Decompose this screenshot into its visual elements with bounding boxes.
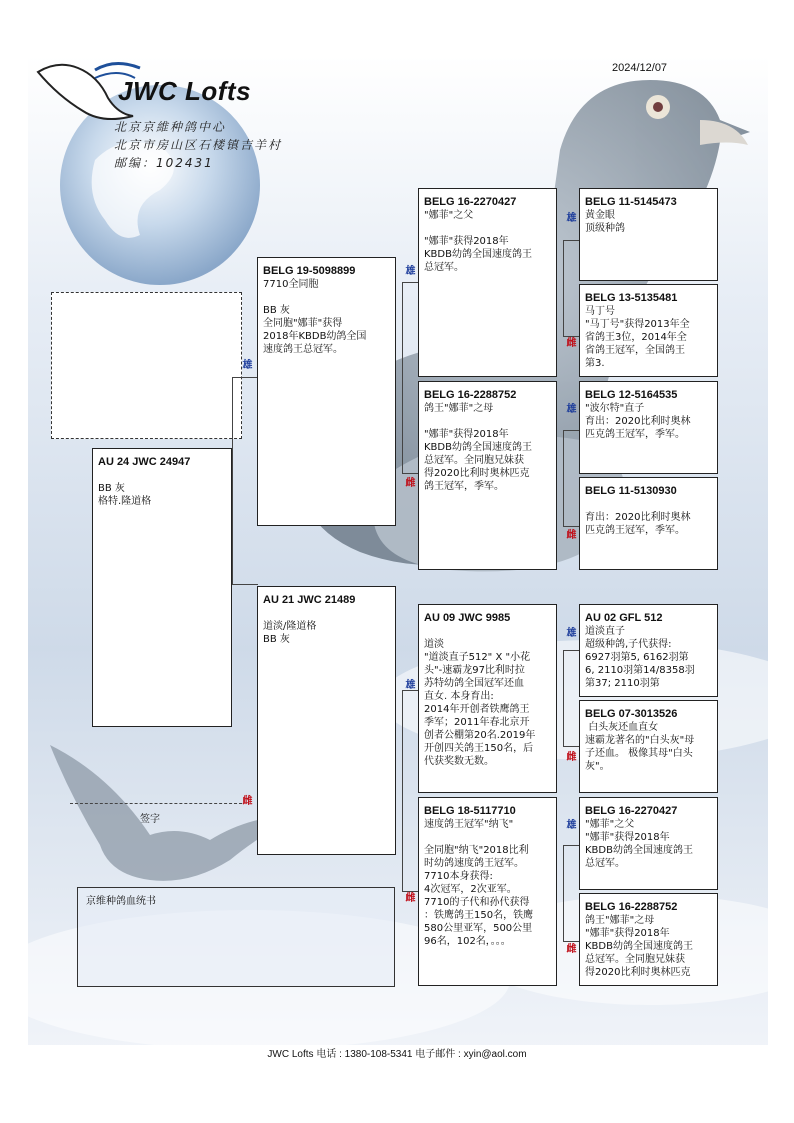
connector-gen1 <box>232 377 258 585</box>
sire-mark: 雄 <box>566 213 577 224</box>
photo-placeholder[interactable] <box>51 292 242 439</box>
pigeon-info-line: "娜菲"获得2018年 <box>585 928 670 939</box>
pigeon-info-line: 匹克鸽王冠军，季军。 <box>585 525 685 536</box>
pigeon-ring-number: BELG 18-5117710 <box>424 805 516 817</box>
address-line-3: 邮编：102431 <box>114 156 214 170</box>
document-date: 2024/12/07 <box>612 62 668 74</box>
pigeon-info-line: 创者公棚第20名.2019年 <box>424 730 536 741</box>
pigeon-ring-number: BELG 16-2270427 <box>424 196 517 208</box>
pedigree-box-dam-dam[interactable] <box>418 797 557 986</box>
pigeon-ring-number: BELG 07-3013526 <box>585 708 678 720</box>
pigeon-info-line: KBDB幼鸽全国速度鸽王 <box>424 249 532 260</box>
pigeon-info-line: 2018年KBDB幼鸽全国 <box>263 331 367 342</box>
pigeon-info-line: 速霸龙著名的"白头灰"母 <box>585 735 695 746</box>
pigeon-info-line: 第37; 2110羽第 <box>585 678 660 689</box>
pigeon-info-line: 96名，102名，。。。 <box>424 936 511 947</box>
pigeon-info-line: 子还血。 极像其母"白头 <box>585 748 693 759</box>
pigeon-info-line: BB 灰 <box>263 305 290 316</box>
footer-contact: JWC Lofts 电话 : 1380-108-5341 电子邮件 : xyin@aol.com <box>267 1049 527 1060</box>
address-line-1: 北京京維种鸽中心 <box>114 120 227 134</box>
pigeon-info-line <box>585 498 712 511</box>
pigeon-info-line: 灰"。 <box>585 761 610 772</box>
dam-mark: 雌 <box>566 338 577 349</box>
pigeon-info-line: 总冠军。 <box>585 858 625 869</box>
sire-mark: 雄 <box>405 680 416 691</box>
pigeon-info-line: 道淡/隆道格 <box>263 621 317 632</box>
pigeon-info-line: 速度鸽王总冠军。 <box>263 344 343 355</box>
notes-label: 京维种鸽血统书 <box>86 896 156 907</box>
pigeon-info-line <box>263 291 390 304</box>
pigeon-info-line: "波尔特"直子 <box>585 403 645 414</box>
pigeon-info-line: 白头灰还血直女 <box>585 722 659 733</box>
pedigree-box-subject[interactable] <box>92 448 232 727</box>
pigeon-info-line: ：铁鹰鸽王150名，铁鹰 <box>424 910 534 921</box>
connector-gen3-a <box>563 240 580 337</box>
pigeon-info-line: 鸽王"娜菲"之母 <box>424 403 494 414</box>
pigeon-info-line: 总冠军。全同胞兄妹获 <box>585 954 685 965</box>
pigeon-ring-number: BELG 16-2288752 <box>424 389 517 401</box>
pigeon-info-line: 全同胞"纳飞"2018比利 <box>424 845 529 856</box>
pigeon-info-line: 省鸽王冠军，全国鸽王 <box>585 345 685 356</box>
signature-label: 签字 <box>140 814 160 825</box>
pedigree-box-gen4-7[interactable] <box>579 797 718 890</box>
pigeon-info-line: 6, 2110羽第14/8358羽 <box>585 665 695 676</box>
pedigree-box-dam-sire[interactable] <box>418 604 557 793</box>
pigeon-info-line: BB 灰 <box>263 634 290 645</box>
pigeon-ring-number: AU 24 JWC 24947 <box>98 456 191 468</box>
pigeon-info-line: 匹克鸽王冠军，季军。 <box>585 429 685 440</box>
pigeon-info-line: 时幼鸽速度鸽王冠军。 <box>424 858 524 869</box>
dam-mark: 雌 <box>405 478 416 489</box>
pedigree-box-gen4-6[interactable] <box>579 700 718 793</box>
pigeon-info-line: 总冠军。全同胞兄妹获 <box>424 455 524 466</box>
pigeon-ring-number: BELG 11-5130930 <box>585 485 677 497</box>
pigeon-ring-number: BELG 13-5135481 <box>585 292 678 304</box>
dam-mark: 雌 <box>242 796 253 807</box>
pigeon-info-line: 省鸽王3位，2014年全 <box>585 332 687 343</box>
pigeon-info-line: 6927羽第5, 6162羽第 <box>585 652 689 663</box>
pedigree-box-gen4-5[interactable] <box>579 604 718 697</box>
pigeon-info-line: KBDB幼鸽全国速度鸽王 <box>585 941 693 952</box>
pigeon-info-line: 7710的子代和孙代获得 <box>424 897 530 908</box>
pigeon-info-line <box>98 469 226 482</box>
pigeon-info-line: 代获奖数无数。 <box>424 756 494 767</box>
pigeon-ring-number: BELG 11-5145473 <box>585 196 677 208</box>
pigeon-ring-number: AU 21 JWC 21489 <box>263 594 356 606</box>
pigeon-info-line: 得2020比利时奥林匹克 <box>424 468 530 479</box>
connector-gen3-b <box>563 430 580 527</box>
pigeon-info-line: "娜菲"获得2018年 <box>424 236 509 247</box>
pedigree-box-gen4-4[interactable] <box>579 477 718 570</box>
pedigree-box-dam[interactable] <box>257 586 396 855</box>
brand-name: JWC Lofts <box>118 76 252 106</box>
sire-mark: 雄 <box>566 628 577 639</box>
pigeon-ring-number: BELG 12-5164535 <box>585 389 678 401</box>
pigeon-ring-number: AU 02 GFL 512 <box>585 612 663 624</box>
sire-mark: 雄 <box>405 266 416 277</box>
pigeon-info-line: 道淡 <box>424 639 444 650</box>
pigeon-info-line <box>263 607 390 620</box>
pigeon-info-line: "马丁号"获得2013年全 <box>585 319 690 330</box>
pigeon-info-line: 顶级种鸽 <box>585 223 625 234</box>
pigeon-info-line: 开创四关鸽王150名，后 <box>424 743 534 754</box>
pigeon-info-line: "道淡直子512" X "小花 <box>424 652 531 663</box>
pigeon-info-line: BB 灰 <box>98 483 125 494</box>
pigeon-info-line <box>424 222 551 235</box>
pigeon-info-line: 黄金眼 <box>585 210 615 221</box>
pedigree-box-gen4-1[interactable] <box>579 188 718 281</box>
dam-mark: 雌 <box>566 530 577 541</box>
pedigree-box-gen4-8[interactable] <box>579 893 718 986</box>
pigeon-info-line: 马丁号 <box>585 306 615 317</box>
sire-mark: 雄 <box>242 360 253 371</box>
pigeon-ring-number: BELG 16-2270427 <box>585 805 678 817</box>
pigeon-ring-number: BELG 19-5098899 <box>263 265 356 277</box>
pigeon-info-line: 育出：2020比利时奥林 <box>585 416 691 427</box>
pigeon-info-line: KBDB幼鸽全国速度鸽王 <box>585 845 693 856</box>
address-line-2: 北京市房山区石楼镇吉羊村 <box>114 138 283 152</box>
pigeon-info-line: 7710全同胞 <box>263 279 319 290</box>
dam-mark: 雌 <box>566 944 577 955</box>
pigeon-info-line: 道淡直子 <box>585 626 625 637</box>
dam-mark: 雌 <box>566 752 577 763</box>
pigeon-info-line: 得2020比利时奥林匹克 <box>585 967 691 978</box>
pigeon-info-line: 鸽王"娜菲"之母 <box>585 915 655 926</box>
pigeon-info-line: 全同胞"娜菲"获得 <box>263 318 343 329</box>
pigeon-info-line: 超级种鸽,子代获得: <box>585 639 672 650</box>
pigeon-ring-number: BELG 16-2288752 <box>585 901 678 913</box>
pigeon-ring-number: AU 09 JWC 9985 <box>424 612 511 624</box>
pigeon-info-line: "娜菲"获得2018年 <box>424 429 509 440</box>
connector-gen3-d <box>563 845 580 942</box>
pigeon-info-line <box>424 415 551 428</box>
pigeon-info-line: 鸽王冠军，季军。 <box>424 481 504 492</box>
connector-gen3-c <box>563 650 580 747</box>
pigeon-info-line: 2014年开创者铁鹰鸽王 <box>424 704 530 715</box>
pigeon-info-line: 580公里亚军，500公里 <box>424 923 533 934</box>
pigeon-info-line: 总冠军。 <box>424 262 464 273</box>
notes-box[interactable] <box>77 887 395 987</box>
pigeon-info-line: 速度鸽王冠军"纳飞" <box>424 819 514 830</box>
pigeon-info-line: 格特.隆道格 <box>98 496 152 507</box>
pigeon-info-line: 育出：2020比利时奥林 <box>585 512 691 523</box>
pigeon-info-line <box>424 831 551 844</box>
signature-line <box>70 803 242 804</box>
connector-gen2-sire <box>402 282 419 474</box>
pigeon-info-line: 头"-速霸龙97比利时拉 <box>424 665 525 676</box>
pedigree-box-sire-dam[interactable] <box>418 381 557 570</box>
connector-gen2-dam <box>402 690 419 892</box>
dam-mark: 雌 <box>405 893 416 904</box>
pigeon-info-line: 第3. <box>585 358 605 369</box>
pedigree-box-gen4-3[interactable] <box>579 381 718 474</box>
pigeon-info-line <box>424 625 551 638</box>
pigeon-info-line: 4次冠军，2次亚军。 <box>424 884 517 895</box>
pigeon-info-line: 直女. 本身育出: <box>424 691 494 702</box>
pedigree-box-sire-sire[interactable] <box>418 188 557 377</box>
pigeon-info-line: "娜菲"之父 <box>585 819 635 830</box>
sire-mark: 雄 <box>566 820 577 831</box>
pedigree-box-gen4-2[interactable] <box>579 284 718 377</box>
pigeon-info-line: 季军；2011年春北京开 <box>424 717 530 728</box>
pigeon-info-line: 苏特幼鸽全国冠军还血 <box>424 678 524 689</box>
pigeon-info-line: KBDB幼鸽全国速度鸽王 <box>424 442 532 453</box>
sire-mark: 雄 <box>566 404 577 415</box>
pigeon-info-line: 7710本身获得: <box>424 871 493 882</box>
pigeon-info-line: "娜菲"之父 <box>424 210 474 221</box>
pigeon-info-line: "娜菲"获得2018年 <box>585 832 670 843</box>
pedigree-box-sire[interactable] <box>257 257 396 526</box>
